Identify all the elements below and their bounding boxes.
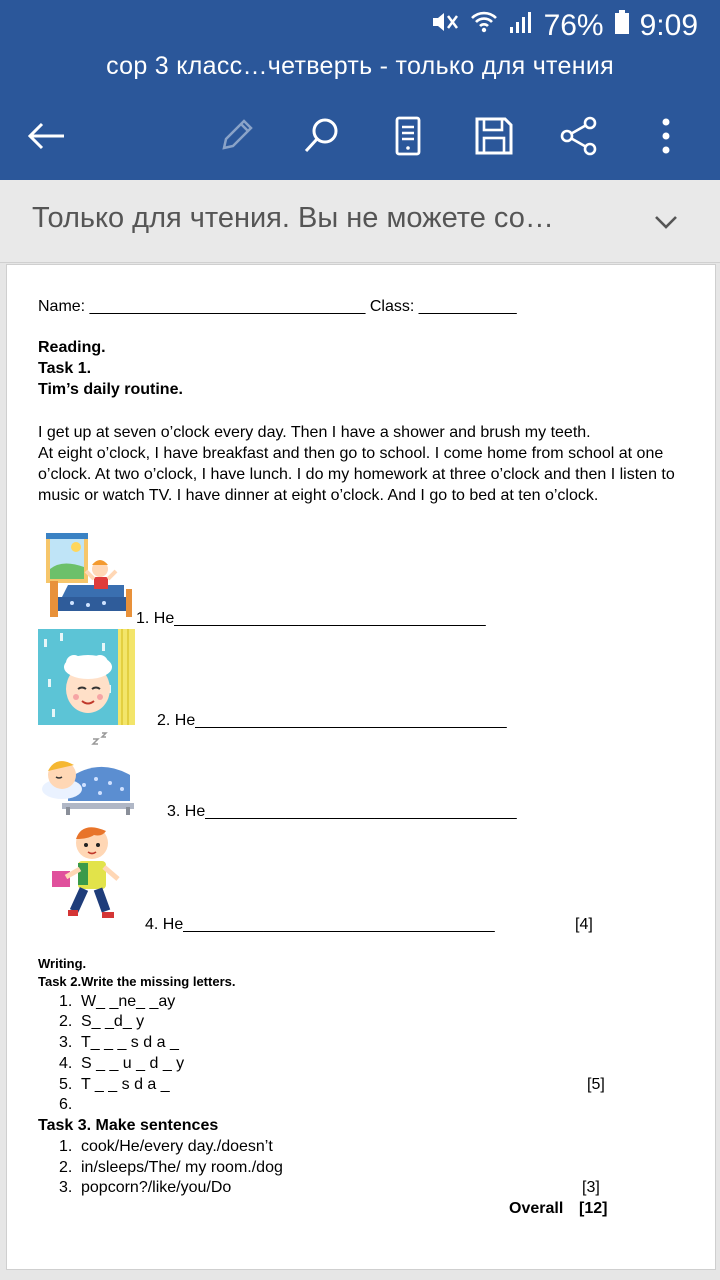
document-title: сор 3 класс…четверть - только для чтения — [106, 52, 614, 80]
task2-item-4: 4. S _ _ u _ d _ y — [59, 1055, 185, 1072]
mute-icon — [430, 9, 460, 43]
task2-item-2: 2. S_ _d_ y — [59, 1013, 145, 1030]
task2-heading: Task 2.Write the missing letters. — [38, 974, 236, 989]
question-3: 3. He___________________________________ — [167, 803, 517, 820]
toolbar — [0, 108, 720, 164]
shower-illustration — [38, 629, 135, 725]
task2-item-5: 5. T _ _ s d a _ — [59, 1076, 170, 1093]
section-reading: Reading. — [38, 339, 106, 356]
task2-score: [5] — [587, 1076, 605, 1093]
mobile-view-icon[interactable] — [380, 108, 436, 164]
task2-item-3: 3. T_ _ _ s d a _ — [59, 1034, 179, 1051]
question-2: 2. He___________________________________ — [157, 712, 507, 729]
back-arrow-icon[interactable] — [18, 108, 74, 164]
edit-pencil-icon[interactable] — [208, 108, 264, 164]
task2-item-1: 1. W_ _ne_ _ay — [59, 993, 176, 1010]
task3-item-3: 3. popcorn?/like/you/Do — [59, 1179, 232, 1196]
battery-percent: 76% — [543, 9, 604, 42]
sleeping-illustration — [38, 731, 136, 816]
share-icon[interactable] — [551, 108, 607, 164]
story-paragraph-1: I get up at seven o’clock every day. Then I have a shower and brush my teeth. — [38, 424, 591, 441]
overall-label: Overall — [509, 1200, 564, 1217]
task3-item-2: 2. in/sleeps/The/ my room./dog — [59, 1159, 283, 1176]
task3-heading: Task 3. Make sentences — [38, 1117, 219, 1134]
signal-icon — [508, 9, 534, 43]
status-bar — [430, 8, 698, 44]
task1-heading: Task 1. — [38, 360, 92, 377]
more-icon[interactable] — [638, 108, 694, 164]
boy-running-illustration — [48, 823, 128, 929]
name-class-line: Name: _______________________________ Class: ___________ — [38, 298, 517, 315]
story-paragraph-2: At eight o’clock, I have breakfast and then go to school. I come home from school at one o’clock. At two o’clock, I have lunch. I do my homework at three o’clock and then I listen to music or watch TV. I have dinner at eight o’clock. And I go to bed at ten o’clock. — [38, 445, 675, 504]
task3-score: [3] — [582, 1179, 600, 1196]
wake-up-illustration — [42, 531, 134, 621]
save-icon[interactable] — [466, 108, 522, 164]
wifi-icon — [470, 9, 498, 43]
task1-score: [4] — [575, 916, 593, 933]
story-title: Tim’s daily routine. — [38, 381, 183, 398]
read-only-message: Только для чтения. Вы не можете со… — [32, 202, 554, 234]
clock: 9:09 — [639, 9, 698, 42]
app-bar — [0, 0, 720, 180]
question-4: 4. He___________________________________ — [145, 916, 495, 933]
search-icon[interactable] — [294, 108, 350, 164]
section-writing: Writing. — [38, 956, 87, 971]
task3-item-1: 1. cook/He/every day./doesn’t — [59, 1138, 273, 1155]
task2-item-6: 6. — [59, 1096, 73, 1113]
chevron-down-icon[interactable] — [652, 208, 680, 236]
read-only-banner[interactable] — [0, 180, 720, 263]
battery-icon — [614, 9, 630, 43]
overall-score: [12] — [579, 1200, 608, 1217]
question-1: 1. He___________________________________ — [136, 610, 486, 627]
